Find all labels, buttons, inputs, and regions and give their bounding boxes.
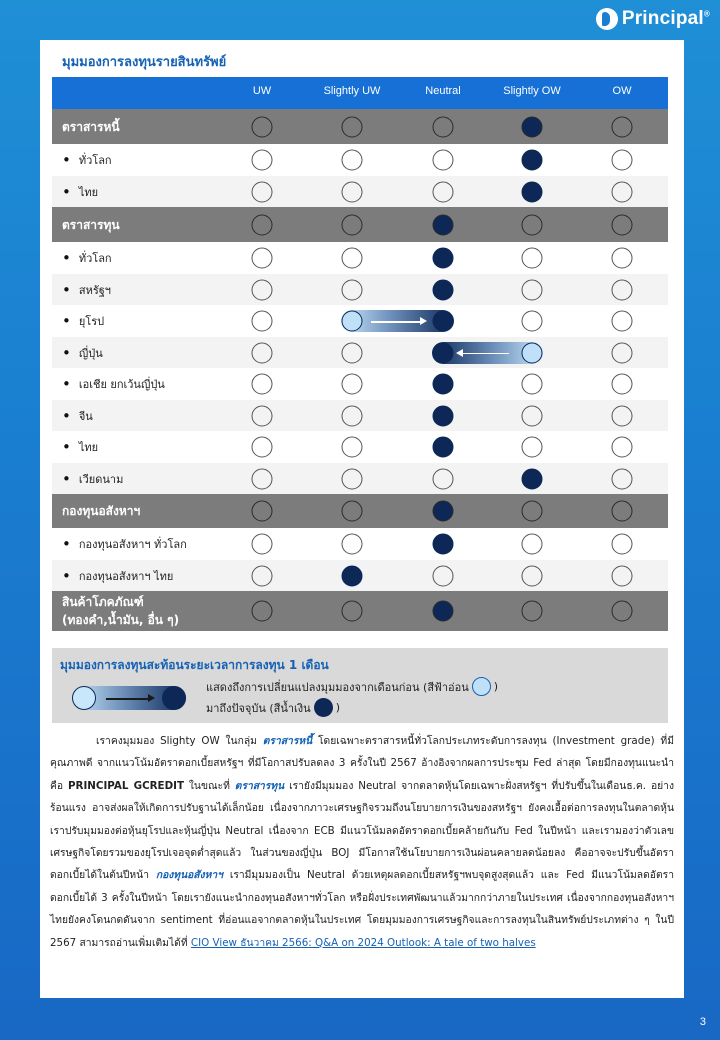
view-option-circle bbox=[612, 374, 633, 395]
legend-line-1-text: แสดงถึงการเปลี่ยนแปลงมุมมองจากเดือนก่อน (สีฟ้าอ่อน bbox=[206, 680, 469, 694]
legend-arrow-head-icon bbox=[148, 694, 155, 702]
asset-row bbox=[52, 176, 668, 207]
legend-previous-circle bbox=[72, 686, 96, 710]
view-option-circle bbox=[522, 565, 543, 586]
view-option-circle bbox=[252, 214, 273, 235]
legend-current-circle bbox=[162, 686, 186, 710]
view-option-circle bbox=[612, 342, 633, 363]
view-option-circle bbox=[252, 601, 273, 622]
recommended-fund: PRINCIPAL GCREDIT bbox=[67, 779, 184, 792]
view-option-circle bbox=[342, 214, 363, 235]
asset-label: • จีน bbox=[62, 407, 93, 425]
highlight-equity: ตราสารทุน bbox=[234, 779, 285, 792]
asset-label: • ทั่วโลก bbox=[62, 249, 112, 267]
view-option-circle bbox=[342, 437, 363, 458]
view-option-circle bbox=[252, 248, 273, 269]
previous-view-circle bbox=[342, 311, 363, 332]
view-option-circle bbox=[612, 150, 633, 171]
selected-view-circle bbox=[433, 405, 454, 426]
selected-view-circle bbox=[433, 437, 454, 458]
column-header: Slightly OW bbox=[503, 85, 561, 97]
view-option-circle bbox=[252, 342, 273, 363]
view-option-circle bbox=[612, 181, 633, 202]
view-option-circle bbox=[342, 342, 363, 363]
legend-arrow-line bbox=[106, 698, 148, 700]
selected-view-circle bbox=[342, 565, 363, 586]
view-option-circle bbox=[522, 534, 543, 555]
selected-view-circle bbox=[522, 150, 543, 171]
view-option-circle bbox=[433, 150, 454, 171]
body-text-4: เรายังมีมุมมอง Neutral จากตลาดหุ้นโดยเฉพาะฝั่งสหรัฐฯ ที่ปรับขึ้นในเดือนธ.ค. อย่างร้อนแรง อาจส่งผลให้เกิดการปรับฐานได้เล็กน้อย เนื่องจากภาวะเศรษฐกิจรวมถึงนโยบายการเงินของสหรัฐฯ ยังคงเอื้อต่อการลงทุนในตลาดหุ้น เราปรับมุมมองต่อหุ้นยุโรปและหุ้นญี่ปุ่น Neutral เนื่องจาก ECB มีแนวโน้มลดอัตราดอกเบี้ยคล้ายกันกับ Fed ในปีหน้า และเรามองว่าตัวเลขเศรษฐกิจโดยรวมของยุโรปเจอจุดต่ำสุดแล้ว ในส่วนของญี่ปุ่น BOJ มีโอกาสใช้นโยบายการเงินผ่อนคลายลดน้อยลง คืออาจจะปรับขึ้นอัตราดอกเบี้ยได้ในต้นปีหน้า bbox=[50, 779, 674, 882]
view-option-circle bbox=[612, 116, 633, 137]
view-option-circle bbox=[612, 248, 633, 269]
navy-dot-icon bbox=[314, 698, 333, 717]
view-option-circle bbox=[342, 405, 363, 426]
selected-view-circle bbox=[433, 534, 454, 555]
brand-name: Principal bbox=[621, 8, 704, 29]
view-option-circle bbox=[252, 181, 273, 202]
arrow-right-icon bbox=[420, 317, 427, 325]
asset-label: • กองทุนอสังหาฯ ไทย bbox=[62, 567, 173, 585]
view-option-circle bbox=[612, 405, 633, 426]
highlight-fixed-income: ตราสารหนี้ bbox=[262, 735, 313, 747]
asset-row bbox=[52, 305, 668, 337]
view-option-circle bbox=[433, 116, 454, 137]
selected-view-circle bbox=[433, 601, 454, 622]
view-option-circle bbox=[342, 501, 363, 522]
view-option-circle bbox=[612, 311, 633, 332]
body-text-3: ในขณะที่ bbox=[184, 779, 235, 792]
category-row bbox=[52, 207, 668, 242]
view-option-circle bbox=[433, 181, 454, 202]
asset-label: • ไทย bbox=[62, 183, 98, 201]
view-option-circle bbox=[252, 374, 273, 395]
asset-row bbox=[52, 400, 668, 431]
asset-row bbox=[52, 560, 668, 591]
selected-view-circle bbox=[433, 248, 454, 269]
view-option-circle bbox=[522, 214, 543, 235]
view-option-circle bbox=[612, 214, 633, 235]
view-option-circle bbox=[612, 601, 633, 622]
selected-view-circle bbox=[522, 181, 543, 202]
view-option-circle bbox=[342, 468, 363, 489]
view-option-circle bbox=[252, 468, 273, 489]
asset-label: • เอเชีย ยกเว้นญี่ปุ่น bbox=[62, 375, 165, 393]
asset-label: • ญี่ปุ่น bbox=[62, 344, 103, 362]
asset-row bbox=[52, 368, 668, 400]
column-header: UW bbox=[252, 85, 272, 97]
asset-label: • เวียดนาม bbox=[62, 470, 123, 488]
view-option-circle bbox=[342, 150, 363, 171]
column-header: Neutral bbox=[425, 85, 461, 97]
selected-view-circle bbox=[522, 468, 543, 489]
view-option-circle bbox=[612, 279, 633, 300]
view-option-circle bbox=[252, 405, 273, 426]
selected-view-circle bbox=[433, 214, 454, 235]
view-option-circle bbox=[612, 501, 633, 522]
column-header: Slightly UW bbox=[323, 85, 381, 97]
commentary-paragraph bbox=[50, 730, 674, 954]
legend-line-2-close: ) bbox=[335, 701, 340, 714]
view-option-circle bbox=[252, 116, 273, 137]
selected-view-circle bbox=[433, 342, 454, 363]
legend-change-arrow bbox=[72, 686, 186, 710]
highlight-property-fund: กองทุนอสังหาฯ bbox=[155, 869, 223, 882]
view-option-circle bbox=[252, 279, 273, 300]
asset-label: • ยุโรป bbox=[62, 312, 104, 330]
selected-view-circle bbox=[433, 311, 454, 332]
view-option-circle bbox=[342, 374, 363, 395]
light-blue-dot-icon bbox=[472, 677, 491, 696]
category-label: กองทุนอสังหาฯ bbox=[62, 504, 141, 518]
view-option-circle bbox=[612, 534, 633, 555]
legend-line-2 bbox=[206, 698, 340, 717]
view-option-circle bbox=[522, 248, 543, 269]
asset-row bbox=[52, 144, 668, 176]
view-option-circle bbox=[342, 279, 363, 300]
view-option-circle bbox=[342, 248, 363, 269]
page-number: 3 bbox=[699, 1016, 706, 1028]
asset-row bbox=[52, 337, 668, 368]
view-option-circle bbox=[342, 534, 363, 555]
column-header: OW bbox=[612, 85, 632, 97]
asset-row bbox=[52, 463, 668, 494]
view-option-circle bbox=[433, 468, 454, 489]
view-option-circle bbox=[522, 437, 543, 458]
view-option-circle bbox=[522, 501, 543, 522]
view-option-circle bbox=[522, 374, 543, 395]
view-option-circle bbox=[252, 311, 273, 332]
category-row bbox=[52, 494, 668, 528]
selected-view-circle bbox=[433, 279, 454, 300]
asset-label: • กองทุนอสังหาฯ ทั่วโลก bbox=[62, 535, 187, 553]
asset-row bbox=[52, 431, 668, 463]
view-option-circle bbox=[252, 501, 273, 522]
selected-view-circle bbox=[433, 501, 454, 522]
brand-mark: ® bbox=[703, 9, 710, 19]
previous-view-circle bbox=[522, 342, 543, 363]
asset-label: • ทั่วโลก bbox=[62, 151, 112, 169]
page-title: มุมมองการลงทุนรายสินทรัพย์ bbox=[62, 55, 227, 70]
body-text-1: เราคงมุมมอง Slighty OW ในกลุ่ม bbox=[96, 735, 263, 747]
view-option-circle bbox=[522, 601, 543, 622]
view-option-circle bbox=[252, 565, 273, 586]
category-row bbox=[52, 109, 668, 144]
view-option-circle bbox=[252, 437, 273, 458]
cio-view-link[interactable]: CIO View ธันวาคม 2566: Q&A on 2024 Outlook: A tale of two halves bbox=[190, 936, 536, 949]
category-row bbox=[52, 591, 668, 631]
asset-row bbox=[52, 274, 668, 305]
view-option-circle bbox=[342, 181, 363, 202]
asset-label: • ไทย bbox=[62, 438, 98, 456]
category-label: สินค้าโภคภัณฑ์ (ทองคำ,น้ำมัน, อื่น ๆ) bbox=[62, 595, 180, 627]
view-option-circle bbox=[612, 565, 633, 586]
category-label: ตราสารทุน bbox=[62, 217, 120, 232]
view-option-circle bbox=[522, 405, 543, 426]
view-option-circle bbox=[252, 534, 273, 555]
view-option-circle bbox=[342, 601, 363, 622]
body-text-5: เรามีมุมมองเป็น Neutral ด้วยเหตุผลดอกเบี้ยสหรัฐฯพบจุดสูงสุดแล้ว และ Fed มีแนวโน้มลดอัตราดอกเบี้ยได้ 3 ครั้งในปีหน้า โดยเรายังแนะนำกองทุนอสังหาฯทั่วโลก หรือฝั่งประเทศพัฒนาแล้วมากกว่าภายในประเทศ เนื่องจากกองทุนอสังหาฯ ไทยยังคงโดนกดดันจาก sentiment ที่อ่อนแอจากตลาดหุ้นในประเทศ โดยมุมมองการเศรษฐกิจและการลงทุนในสินทรัพย์ประเภทต่าง ๆ ในปี 2567 สามารถอ่านเพิ่มเติมได้ที่ bbox=[50, 869, 674, 949]
view-option-circle bbox=[612, 437, 633, 458]
arrow-line bbox=[371, 321, 420, 323]
legend-line-2-text: มาถึงปัจจุบัน (สีน้ำเงิน bbox=[206, 701, 311, 715]
view-option-circle bbox=[252, 150, 273, 171]
view-option-circle bbox=[522, 311, 543, 332]
principal-logo-icon bbox=[596, 8, 618, 30]
matrix-header bbox=[52, 77, 668, 109]
body-text-2: โดยเฉพาะตราสารหนี้ทั่วโลกประเภทระดับการลงทุน (Investment grade) ที่มีคุณภาพดี จากแนวโน้มอัตราดอกเบี้ยสหรัฐฯ ที่มีโอกาสปรับลดลง 3 ครั้งในปี 2567 อ้างอิงจากผลการประชุม Fed ล่าสุด โดยมีกองทุนแนะนำคือ bbox=[50, 735, 674, 792]
selected-view-circle bbox=[433, 374, 454, 395]
selected-view-circle bbox=[522, 116, 543, 137]
view-option-circle bbox=[522, 279, 543, 300]
asset-row bbox=[52, 242, 668, 274]
view-option-circle bbox=[433, 565, 454, 586]
asset-row bbox=[52, 528, 668, 560]
legend-box bbox=[52, 648, 668, 723]
legend-line-1 bbox=[206, 677, 498, 696]
legend-line-1-close: ) bbox=[493, 680, 499, 693]
category-label: ตราสารหนี้ bbox=[62, 119, 120, 134]
principal-logo bbox=[596, 6, 710, 32]
content-card bbox=[40, 40, 684, 998]
asset-label: • สหรัฐฯ bbox=[62, 281, 111, 299]
view-option-circle bbox=[612, 468, 633, 489]
view-option-circle bbox=[342, 116, 363, 137]
arrow-left-icon bbox=[456, 349, 463, 357]
arrow-line bbox=[462, 353, 509, 355]
legend-title: มุมมองการลงทุนสะท้อนระยะเวลาการลงทุน 1 เดือน bbox=[60, 658, 329, 672]
